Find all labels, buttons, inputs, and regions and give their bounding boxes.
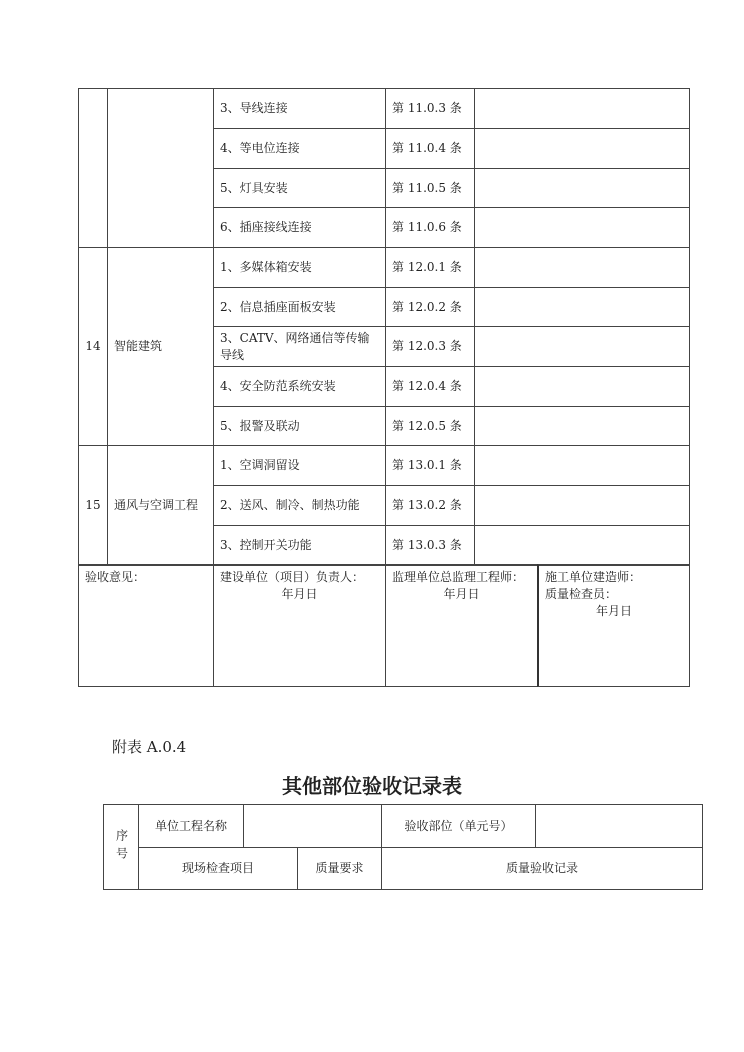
clause-text: 第 12.0.3 条: [392, 339, 462, 353]
clause-text: 第 13.0.1 条: [392, 458, 462, 472]
appendix-label: 附表 A.0.4: [112, 738, 187, 756]
clause-cell: [385, 88, 475, 129]
quality-req-header: 质量要求: [297, 847, 382, 890]
inspector-sign-label: 质量检查员：: [545, 587, 618, 601]
date-label: 年月日: [595, 604, 632, 618]
group-name-cell: [107, 88, 214, 248]
clause-text: 第 11.0.4 条: [392, 141, 462, 155]
record-cell[interactable]: [474, 366, 690, 407]
clause-cell: [385, 525, 475, 566]
record-cell[interactable]: [474, 88, 690, 129]
record-cell[interactable]: [474, 525, 690, 566]
record-cell[interactable]: [474, 326, 690, 367]
clause-cell: [385, 366, 475, 407]
clause-cell: [385, 485, 475, 526]
clause-cell: [385, 445, 475, 486]
clause-text: 第 11.0.5 条: [392, 180, 462, 195]
record-cell[interactable]: [474, 406, 690, 446]
group-no-cell: [78, 247, 108, 446]
item-cell: [213, 485, 386, 526]
sign-cell-owner: [213, 564, 386, 687]
item-cell: [213, 247, 386, 288]
contractor-sign-label: 施工单位建造师：: [545, 570, 642, 584]
group-name: 智能建筑: [114, 339, 163, 353]
seq-header: 序号: [103, 804, 139, 890]
item-text: 5、灯具安装: [220, 180, 288, 195]
item-text: 3、控制开关功能: [220, 538, 312, 552]
record-cell[interactable]: [474, 485, 690, 526]
item-text: 4、等电位连接: [220, 141, 300, 155]
item-text: 3、CATV、网络通信等传输导线: [220, 330, 370, 362]
record-cell[interactable]: [474, 128, 690, 169]
unit-name-label: 单位工程名称: [138, 804, 244, 848]
date-label: 年月日: [443, 587, 480, 601]
record-cell[interactable]: [474, 168, 690, 208]
sign-cell-supervisor: [385, 564, 538, 687]
group-no: 14: [85, 339, 101, 353]
record-cell[interactable]: [474, 287, 690, 327]
item-cell: [213, 287, 386, 327]
opinion-cell: [78, 564, 214, 687]
supervisor-sign-label: 监理单位总监理工程师：: [392, 570, 525, 584]
owner-sign-label: 建设单位（项目）负责人：: [220, 570, 365, 584]
item-text: 2、信息插座面板安装: [220, 299, 336, 314]
clause-text: 第 13.0.2 条: [392, 498, 462, 512]
date-label: 年月日: [281, 587, 318, 601]
clause-cell: [385, 128, 475, 169]
item-cell: [213, 88, 386, 129]
item-text: 3、导线连接: [220, 101, 288, 115]
sign-cell-contractor: [537, 564, 690, 687]
clause-cell: [385, 406, 475, 446]
clause-cell: [385, 247, 475, 288]
record-header: 质量验收记录: [381, 847, 703, 890]
item-text: 5、报警及联动: [220, 418, 300, 433]
clause-text: 第 12.0.4 条: [392, 379, 462, 393]
clause-cell: [385, 207, 475, 248]
clause-text: 第 12.0.5 条: [392, 418, 462, 433]
item-cell: [213, 207, 386, 248]
group-no: 15: [85, 498, 101, 512]
item-text: 1、多媒体箱安装: [220, 260, 312, 274]
record-cell[interactable]: [474, 247, 690, 288]
item-cell: [213, 525, 386, 566]
part-label: 验收部位（单元号）: [381, 804, 536, 848]
item-cell: [213, 128, 386, 169]
clause-cell: [385, 287, 475, 327]
item-text: 2、送风、制冷、制热功能: [220, 498, 360, 512]
item-text: 4、安全防范系统安装: [220, 379, 336, 393]
clause-cell: [385, 168, 475, 208]
unit-name-value[interactable]: [243, 804, 382, 848]
clause-text: 第 12.0.2 条: [392, 299, 462, 314]
item-cell: [213, 445, 386, 486]
group-no-cell: [78, 88, 108, 248]
item-cell: [213, 326, 386, 367]
item-cell: [213, 406, 386, 446]
part-value[interactable]: [535, 804, 703, 848]
clause-text: 第 11.0.3 条: [392, 101, 462, 115]
group-name: 通风与空调工程: [114, 498, 199, 512]
clause-text: 第 12.0.1 条: [392, 260, 462, 274]
item-cell: [213, 366, 386, 407]
item-text: 1、空调洞留设: [220, 458, 300, 472]
clause-text: 第 11.0.6 条: [392, 220, 462, 234]
record-cell[interactable]: [474, 445, 690, 486]
check-item-header: 现场检查项目: [138, 847, 298, 890]
item-cell: [213, 168, 386, 208]
group-name-cell: [107, 445, 214, 566]
clause-cell: [385, 326, 475, 367]
item-text: 6、插座接线连接: [220, 220, 312, 234]
group-no-cell: [78, 445, 108, 566]
clause-text: 第 13.0.3 条: [392, 538, 462, 552]
record-cell[interactable]: [474, 207, 690, 248]
group-name-cell: [107, 247, 214, 446]
opinion-label: 验收意见：: [85, 570, 146, 584]
page-title: 其他部位验收记录表: [282, 774, 462, 798]
